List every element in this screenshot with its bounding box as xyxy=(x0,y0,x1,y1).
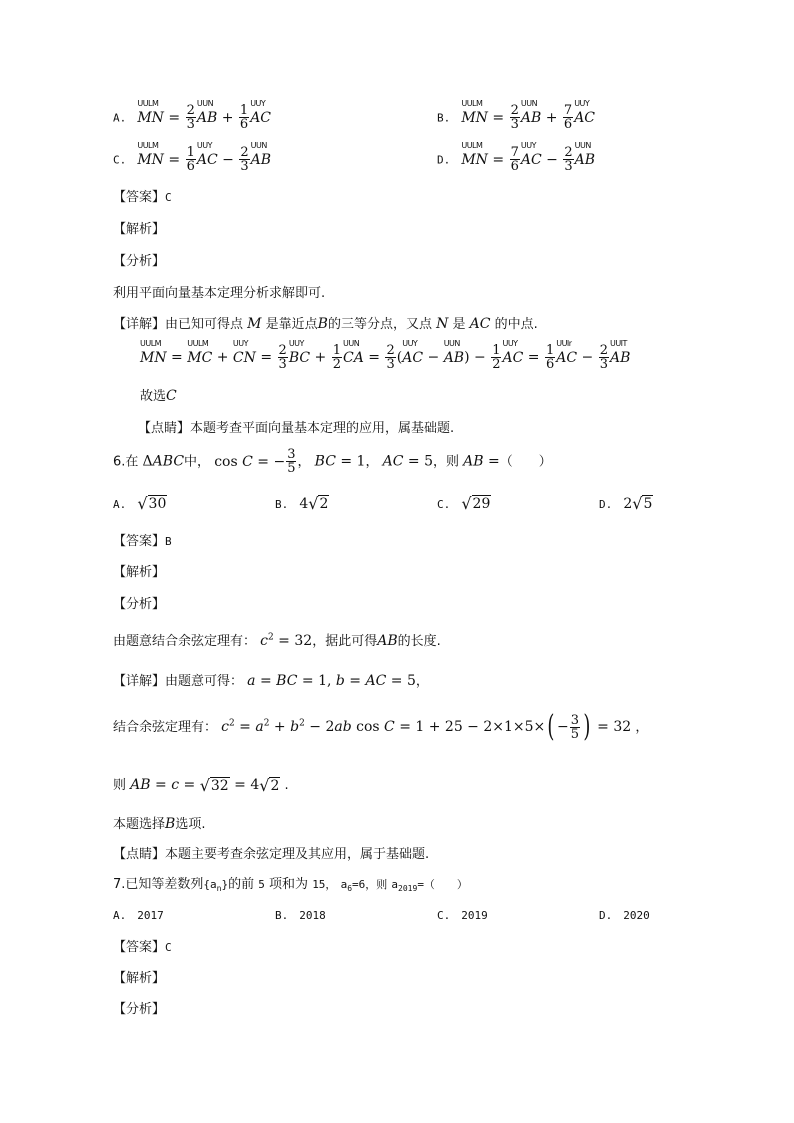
stem-text: =（ ） xyxy=(417,878,468,891)
stem-text: ， xyxy=(365,454,379,470)
option-letter: B. xyxy=(437,111,451,125)
formula: UULM MN = $\frac{2}{3}$ UUN AB + $\frac{1}{6}$ UUY AC xyxy=(137,110,271,126)
q5-jiexi-heading: 【解析】 xyxy=(113,222,166,237)
option-letter: D. xyxy=(437,153,451,167)
conclude-var: C xyxy=(166,388,177,404)
q6-analysis: 由题意结合余弦定理有： $c^2 = 32$，据此可得AB的长度. xyxy=(113,632,441,649)
q7-option-c: C. 2019 xyxy=(437,909,488,922)
q6-remark xyxy=(113,843,429,862)
q7-option-a: A. 2017 xyxy=(113,909,164,922)
answer-label: 【答案】 xyxy=(113,190,166,205)
q7-option-b: B. 2018 xyxy=(275,909,326,922)
answer-label: 【答案】 xyxy=(113,940,166,955)
answer-value: B xyxy=(165,535,172,548)
stem-text: 6.在 xyxy=(113,454,139,470)
stem-text: 的前 xyxy=(228,877,255,892)
q6-option-a: A. √ 30 xyxy=(113,493,167,513)
detail-label: 【详解】 xyxy=(113,317,166,332)
stem-text: ， xyxy=(297,454,311,470)
option-letter: C. xyxy=(437,498,451,511)
analysis-text: 的长度. xyxy=(397,634,441,649)
remark-text: 本题考查平面向量基本定理的应用，属基础题. xyxy=(190,421,455,436)
formula: UULM MN = $\frac{2}{3}$ UUN AB + $\frac{7}{6}$ UUY AC xyxy=(461,110,595,126)
stem-text: 7.已知等差数列 xyxy=(113,877,204,892)
analysis-text: ，据此可得 xyxy=(312,634,378,649)
detail-text: 是靠近点 xyxy=(265,317,318,332)
q6-option-b: B. 4 √ 2 xyxy=(275,493,329,513)
option-letter: C. xyxy=(113,153,127,167)
stem-text: =6，则 xyxy=(352,878,388,891)
option-letter: A. xyxy=(113,498,127,511)
stem-number: 5 xyxy=(258,878,265,891)
q7-stem: 7.已知等差数列$\{a_n\}$的前 5 项和为 15， $a_6=6$，则 $a_{2019}=$（ ） xyxy=(113,877,468,894)
stem-text: 中， xyxy=(184,454,211,470)
detail-text: 由已知可得点 xyxy=(165,317,244,332)
q5-option-b xyxy=(437,104,595,131)
stem-text: 项和为 xyxy=(269,877,309,892)
remark-label: 【点睛】 xyxy=(138,421,191,436)
q6-answer xyxy=(113,530,172,549)
q5-option-d xyxy=(437,146,595,173)
q5-derivation: UULM MN = UULM MC + UUY CN = $\frac{2}{3}$ UUY BC + $\frac{1}{2}$ UUN CA = $\frac{2}{3}$ (UUY AC − UUN AB) − $\frac{1}{2}$ UUY AC = $\frac{1}{6}$ UUIr AC − $\frac{2}{3}$ UUIT AB xyxy=(140,344,630,371)
detail-text: 的三等分点，又点 xyxy=(327,317,432,332)
q7-fenxi-heading: 【分析】 xyxy=(113,1002,166,1017)
analysis-text: 由题意结合余弦定理有： xyxy=(113,634,257,649)
detail-label: 【详解】 xyxy=(113,674,166,689)
remark-label: 【点睛】 xyxy=(113,847,166,862)
stem-text: ，则 xyxy=(432,454,459,470)
q6-detail: 【详解】由题意可得： a = BC = 1, b = AC = 5， xyxy=(113,673,429,689)
q5-option-c xyxy=(113,146,271,173)
formula: UULM MN = $\frac{7}{6}$ UUY AC − $\frac{2}{3}$ UUN AB xyxy=(461,152,595,168)
option-letter: B. xyxy=(275,498,289,511)
choose-var: B xyxy=(165,816,176,832)
stem-number: 15， xyxy=(312,878,337,891)
option-letter: A. xyxy=(113,111,127,125)
q6-stem: 6.在 ΔABC中， cos C = − $\frac{3}{5}$ ， BC = 1， AC = 5，则 AB =（ ） xyxy=(113,447,552,476)
q5-conclusion xyxy=(140,385,177,404)
formula: UULM MN = $\frac{1}{6}$ UUY AC − $\frac{2}{3}$ UUN AB xyxy=(137,152,271,168)
answer-value: C xyxy=(165,191,172,204)
law-text: 结合余弦定理有： xyxy=(113,720,218,735)
q6-option-c: C. √ 29 xyxy=(437,493,491,513)
q6-result: 则 AB = c = √ 32 = 4 √ 2 . xyxy=(113,775,289,795)
detail-text: 的中点. xyxy=(494,317,538,332)
q5-answer xyxy=(113,186,172,205)
q7-answer xyxy=(113,936,172,955)
q7-option-d: D. 2020 xyxy=(599,909,650,922)
q5-option-a xyxy=(113,104,271,131)
q6-fenxi-heading: 【分析】 xyxy=(113,597,166,612)
answer-value: C xyxy=(165,941,172,954)
remark-text: 本题主要考查余弦定理及其应用，属于基础题. xyxy=(165,847,430,862)
stem-text: （ ） xyxy=(499,454,552,470)
q6-law-of-cosines: 结合余弦定理有： $c^2 = a^2 + b^2 - 2ab$ cos C = 1 + 25 − 2×1×5×( − $\frac{3}{5}$ ) = 32 ， xyxy=(113,709,649,744)
detail-text: 由题意可得： xyxy=(165,674,244,689)
q6-option-d: D. 2 √ 5 xyxy=(599,493,653,513)
choose-text: 选项. xyxy=(175,817,206,832)
q5-analysis-text: 利用平面向量基本定理分析求解即可. xyxy=(113,286,326,301)
detail-text: 是 xyxy=(452,317,466,332)
q5-detail: 【详解】由已知可得点 M 是靠近点B的三等分点，又点 N 是 AC 的中点. xyxy=(113,316,538,332)
answer-label: 【答案】 xyxy=(113,534,166,549)
choose-text: 本题选择 xyxy=(113,817,166,832)
result-text: 则 xyxy=(113,778,127,793)
q6-choose xyxy=(113,813,205,832)
q5-fenxi-heading: 【分析】 xyxy=(113,254,166,269)
conclude-text: 故选 xyxy=(140,389,167,404)
option-letter: D. xyxy=(599,498,613,511)
q6-jiexi-heading: 【解析】 xyxy=(113,565,166,580)
q5-remark xyxy=(138,417,454,436)
q7-jiexi-heading: 【解析】 xyxy=(113,971,166,986)
